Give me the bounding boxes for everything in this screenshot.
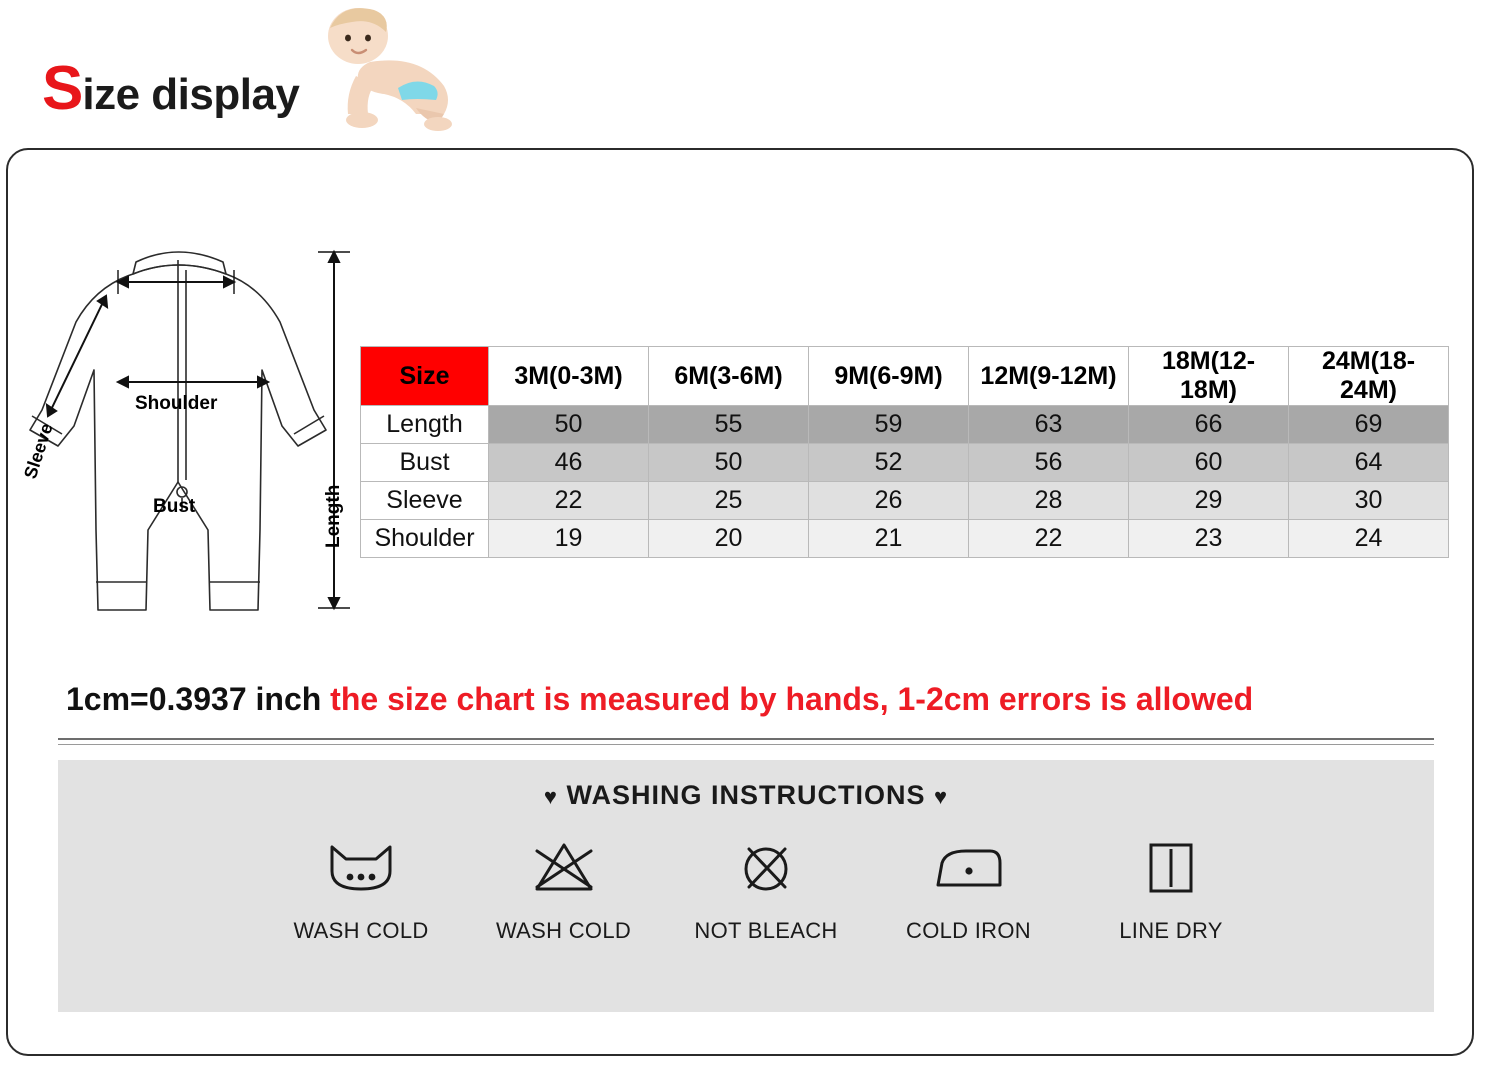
cell-length-2: 59: [809, 406, 969, 444]
cell-length-5: 69: [1289, 406, 1449, 444]
cell-sleeve-0: 22: [489, 482, 649, 520]
cell-bust-5: 64: [1289, 444, 1449, 482]
garment-diagram: [18, 230, 358, 630]
sleeve-dimension-label: Sleeve: [20, 420, 57, 482]
table-header-col-2: 9M(6-9M): [809, 347, 969, 406]
wash-instruction-item: [266, 832, 456, 944]
length-dimension-label: Length: [323, 484, 344, 548]
row-label-sleeve: Sleeve: [361, 482, 489, 520]
cell-length-0: 50: [489, 406, 649, 444]
divider-line-bottom: [58, 744, 1434, 745]
wash-instruction-item: [671, 832, 861, 944]
row-label-shoulder: Shoulder: [361, 520, 489, 558]
table-header-size: Size: [361, 347, 489, 406]
wash-cold-icon: [266, 832, 456, 904]
washing-icon-row: [266, 832, 1266, 944]
cell-sleeve-3: 28: [969, 482, 1129, 520]
table-header-row: [361, 347, 1449, 406]
size-chart-table: [360, 346, 1449, 558]
wash-instruction-label: LINE DRY: [1119, 918, 1223, 943]
cell-shoulder-3: 22: [969, 520, 1129, 558]
cell-bust-1: 50: [649, 444, 809, 482]
page-title: [42, 54, 300, 126]
measurement-note: [66, 681, 1436, 718]
cell-bust-3: 56: [969, 444, 1129, 482]
heart-icon-right: ♥: [934, 784, 949, 809]
table-row: [361, 406, 1449, 444]
wash-instruction-label: COLD IRON: [906, 918, 1031, 943]
cell-shoulder-1: 20: [649, 520, 809, 558]
page-title-initial: S: [42, 54, 83, 123]
cell-bust-0: 46: [489, 444, 649, 482]
wash-instruction-label: NOT BLEACH: [694, 918, 838, 943]
table-header-col-1: 6M(3-6M): [649, 347, 809, 406]
table-row: [361, 520, 1449, 558]
cell-shoulder-0: 19: [489, 520, 649, 558]
baby-photo: [312, 2, 472, 142]
header: [0, 0, 1485, 148]
row-label-bust: Bust: [361, 444, 489, 482]
cell-bust-2: 52: [809, 444, 969, 482]
wash-instruction-label: WASH COLD: [293, 918, 429, 943]
cell-sleeve-4: 29: [1129, 482, 1289, 520]
washing-instructions-block: [58, 760, 1434, 1012]
table-header-col-3: 12M(9-12M): [969, 347, 1129, 406]
table-header-col-0: 3M(0-3M): [489, 347, 649, 406]
cell-bust-4: 60: [1129, 444, 1289, 482]
wash-instruction-item: [469, 832, 659, 944]
wash-instruction-label: WASH COLD: [495, 918, 632, 943]
bust-dimension-label: Bust: [153, 496, 196, 517]
cell-length-1: 55: [649, 406, 809, 444]
row-label-length: Length: [361, 406, 489, 444]
washing-title-text: WASHING INSTRUCTIONS: [566, 780, 926, 810]
line-dry-icon: [1076, 832, 1266, 904]
divider-line-top: [58, 738, 1434, 740]
not-bleach-icon: [671, 832, 861, 904]
no-bleach-triangle-icon: [469, 832, 659, 904]
table-header-col-5: 24M(18-24M): [1289, 347, 1449, 406]
cell-length-4: 66: [1129, 406, 1289, 444]
table-row: [361, 482, 1449, 520]
table-header-col-4: 18M(12-18M): [1129, 347, 1289, 406]
heart-icon-left: ♥: [543, 784, 558, 809]
shoulder-dimension-label: Shoulder: [135, 393, 218, 414]
cell-shoulder-2: 21: [809, 520, 969, 558]
conversion-text: 1cm=0.3937 inch: [66, 681, 322, 717]
page-title-rest: ize display: [82, 70, 300, 119]
cell-sleeve-2: 26: [809, 482, 969, 520]
cell-length-3: 63: [969, 406, 1129, 444]
cell-sleeve-1: 25: [649, 482, 809, 520]
table-row: [361, 444, 1449, 482]
washing-instructions-title: [58, 780, 1434, 811]
cell-shoulder-5: 24: [1289, 520, 1449, 558]
cold-iron-icon: [874, 832, 1064, 904]
cell-sleeve-5: 30: [1289, 482, 1449, 520]
cell-shoulder-4: 23: [1129, 520, 1289, 558]
wash-instruction-item: [1076, 832, 1266, 944]
size-chart-panel: [6, 148, 1474, 1056]
disclaimer-text: the size chart is measured by hands, 1-2cm errors is allowed: [330, 681, 1254, 717]
wash-instruction-item: [874, 832, 1064, 944]
